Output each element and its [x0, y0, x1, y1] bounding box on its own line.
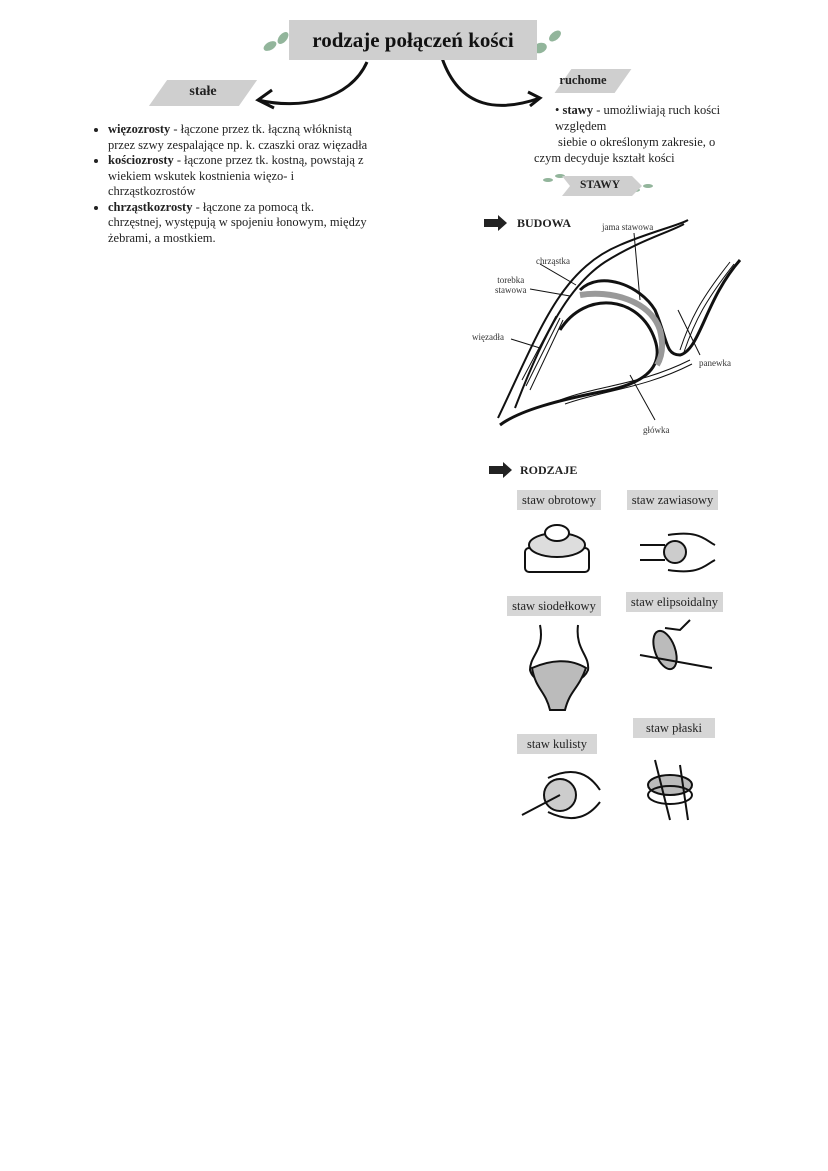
ruchome-heading: ruchome — [559, 73, 607, 87]
staw-elipsoidalny-icon — [640, 620, 712, 672]
type-staw-siodelkowy: staw siodełkowy — [507, 596, 601, 616]
staw-obrotowy-icon — [525, 525, 589, 572]
label-line: stawowa — [495, 285, 527, 295]
joint-type-icons — [522, 525, 715, 820]
label-panewka: panewka — [699, 358, 731, 368]
label-line: torebka — [497, 275, 525, 285]
term: stawy — [562, 103, 594, 117]
staw-plaski-icon — [648, 760, 692, 820]
page-title: rodzaje połączeń kości — [289, 20, 537, 60]
ruchome-text: • stawy - umożliwiają ruch kości względem siebie o określonym zakresie, o czym decyduje kształt kości — [540, 102, 740, 166]
label-chrzastka: chrząstka — [536, 256, 570, 266]
desc: - łączone za pomocą tk. chrzęstnej, występują w spojeniu łonowym, między żebrami, a mostkiem. — [108, 199, 367, 245]
staw-kulisty-icon — [522, 772, 600, 818]
list-item — [108, 153, 368, 200]
joint-structure-diagram — [498, 220, 740, 425]
type-staw-plaski: staw płaski — [633, 718, 715, 738]
label-wiezadla: więzadła — [472, 332, 504, 342]
type-staw-obrotowy: staw obrotowy — [517, 490, 601, 510]
label-glowka: główka — [643, 425, 670, 435]
label-jama: jama stawowa — [602, 222, 654, 232]
term: więzozrosty — [108, 122, 171, 136]
label-torebka — [495, 275, 527, 295]
type-staw-kulisty: staw kulisty — [517, 734, 597, 754]
type-staw-zawiasowy: staw zawiasowy — [627, 490, 718, 510]
arrow-right-icon — [484, 215, 512, 478]
budowa-heading: BUDOWA — [517, 216, 572, 230]
stawy-heading: STAWY — [579, 179, 621, 191]
stale-heading: stałe — [189, 84, 217, 99]
desc: czym decyduje kształt kości — [534, 151, 675, 165]
staw-zawiasowy-icon — [640, 534, 715, 572]
rodzaje-heading: RODZAJE — [520, 463, 578, 477]
desc: - łączone przez tk. łączną włóknistą przez szwy zespalające np. k. czaszki oraz więzadła — [108, 122, 368, 152]
desc: - umożliwiają ruch kości względem — [555, 103, 721, 133]
staw-siodelkowy-icon — [530, 625, 588, 710]
desc: siebie o określonym zakresie, o — [558, 135, 716, 149]
desc: - łączone przez tk. kostną, powstają z wiekiem wskutek kostnienia więzo- i chrząstkozrostów — [108, 153, 364, 198]
type-staw-elipsoidalny: staw elipsoidalny — [626, 592, 723, 612]
list-item — [108, 122, 368, 153]
stale-list — [90, 122, 368, 246]
term: kościozrosty — [108, 153, 174, 167]
list-item — [108, 200, 368, 247]
arrow-icon — [258, 58, 540, 108]
term: chrząstkozrosty — [108, 199, 193, 214]
